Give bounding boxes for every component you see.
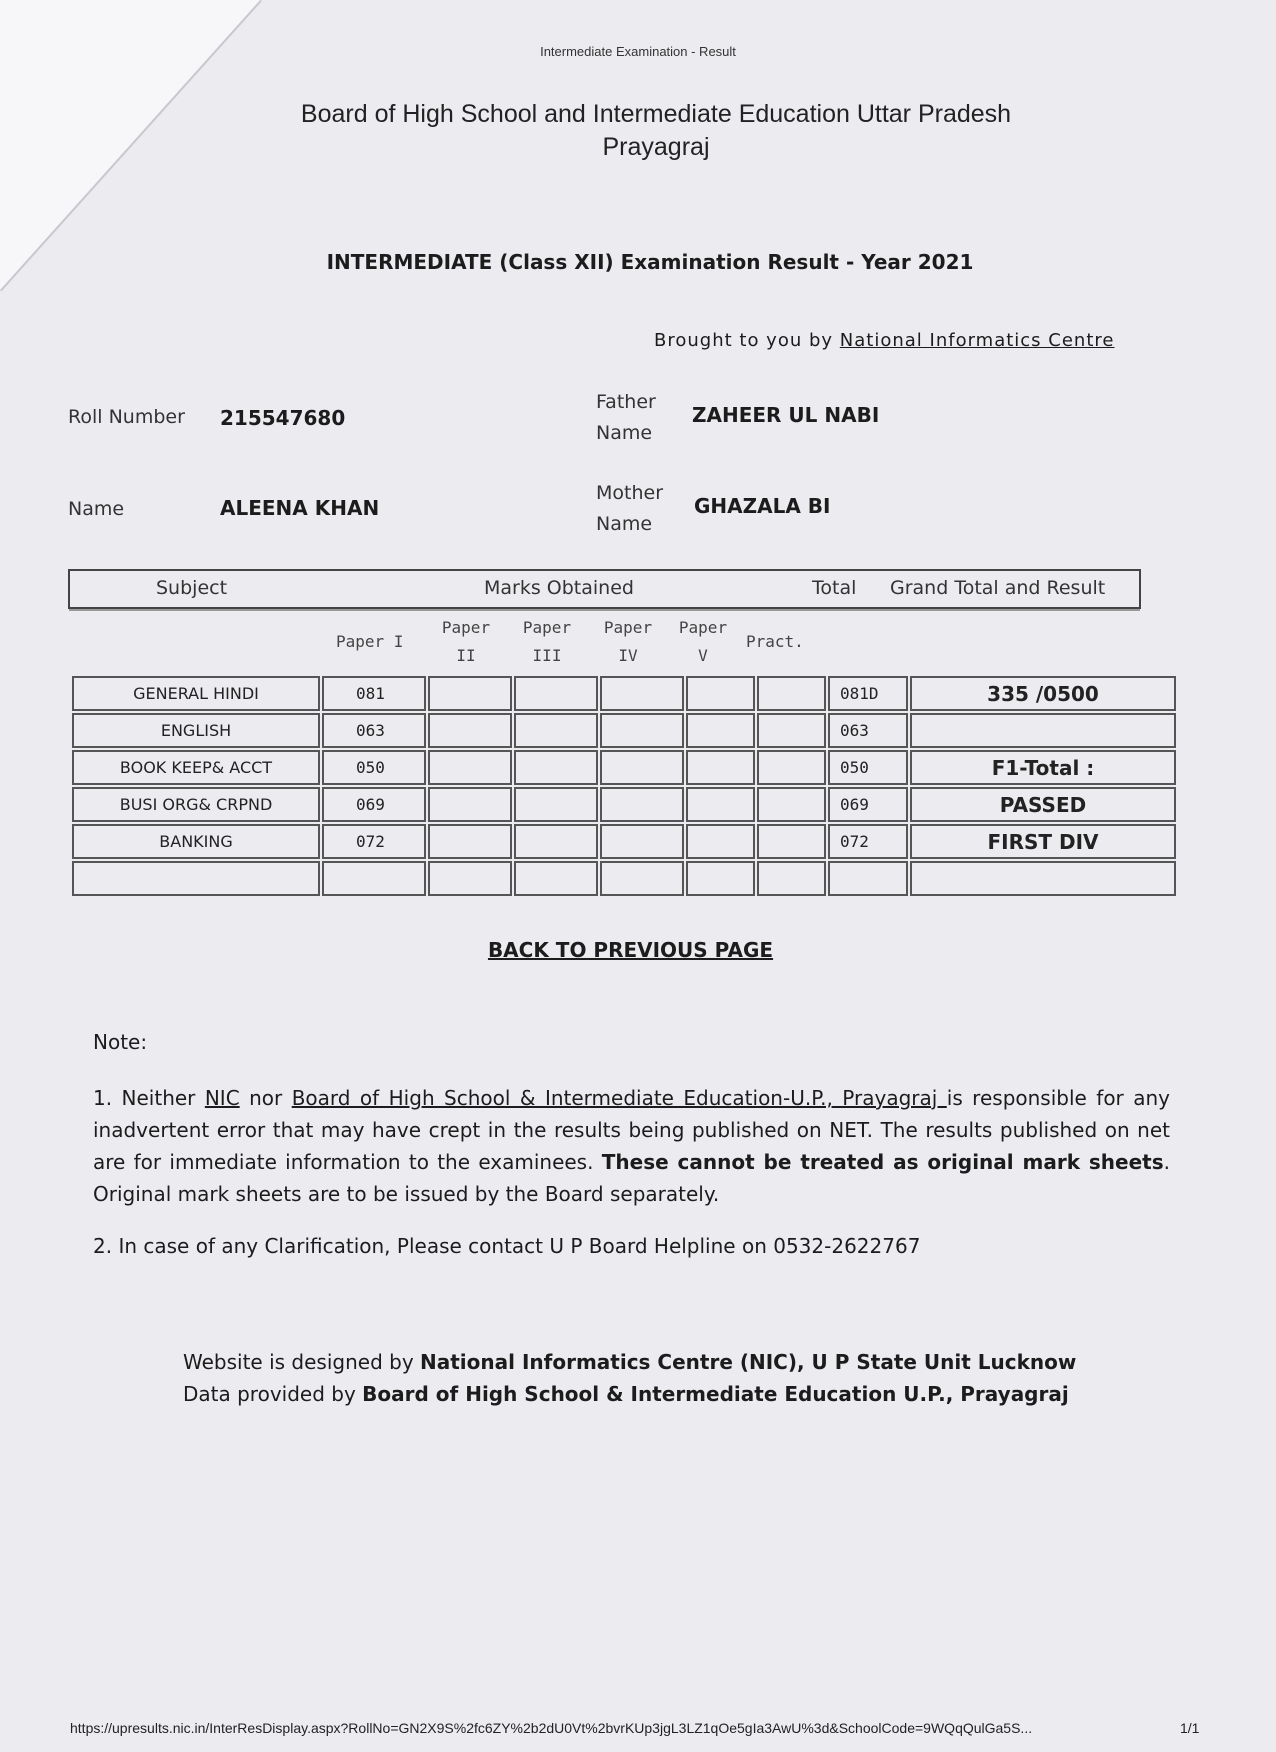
paper4-cell — [600, 787, 684, 822]
practical-cell — [757, 861, 826, 896]
name-label: Name — [68, 498, 125, 520]
paper5-cell — [686, 861, 755, 896]
paper4-cell — [600, 676, 684, 711]
note-1 — [93, 1082, 1170, 1210]
table-row — [72, 787, 1176, 822]
grand-total-cell: F1-Total : — [910, 750, 1176, 785]
practical-cell — [757, 824, 826, 859]
paper2-header — [440, 614, 492, 670]
nic-link[interactable]: National Informatics Centre — [839, 330, 1115, 351]
roll-number-value: 215547680 — [220, 406, 346, 430]
father-name-label — [596, 387, 656, 449]
marks-obtained-header: Marks Obtained — [484, 577, 634, 599]
practical-cell — [757, 787, 826, 822]
paper2-header-b: II — [456, 646, 476, 665]
paper5-cell — [686, 824, 755, 859]
paper2-cell — [428, 750, 512, 785]
paper4-cell — [600, 861, 684, 896]
paper3-header — [521, 614, 573, 670]
grand-total-header: Grand Total and Result — [890, 577, 1106, 599]
paper3-cell — [514, 861, 598, 896]
paper2-cell — [428, 824, 512, 859]
paper1-cell: 072 — [322, 824, 426, 859]
paper5-cell — [686, 750, 755, 785]
print-header: Intermediate Examination - Result — [540, 44, 736, 59]
paper3-header-a: Paper — [522, 618, 572, 637]
total-header: Total — [812, 577, 857, 599]
note-heading: Note: — [93, 1030, 148, 1054]
footer-data-provided — [183, 1382, 1069, 1406]
practical-cell — [757, 750, 826, 785]
brought-by-text: Brought to you by — [654, 330, 840, 351]
note-2: 2. In case of any Clarification, Please contact U P Board Helpline on 0532-2622767 — [93, 1234, 921, 1258]
marks-table — [70, 674, 1178, 898]
paper3-cell — [514, 750, 598, 785]
paper4-cell — [600, 750, 684, 785]
note1-text-a: 1. Neither — [93, 1086, 205, 1110]
subject-cell: BOOK KEEP& ACCT — [72, 750, 320, 785]
footer-line1-text: Website is designed by — [183, 1350, 421, 1374]
mother-name-label — [596, 478, 663, 540]
note1-bold: These cannot be treated as original mark sheets — [601, 1150, 1164, 1174]
paper1-header: Paper I — [336, 632, 404, 651]
page-number: 1/1 — [1180, 1720, 1200, 1736]
back-to-previous-link[interactable]: BACK TO PREVIOUS PAGE — [487, 938, 774, 962]
paper3-cell — [514, 713, 598, 748]
grand-total-cell: 335 /0500 — [910, 676, 1176, 711]
total-cell: 069 — [828, 787, 908, 822]
paper3-cell — [514, 676, 598, 711]
paper2-header-a: Paper — [441, 618, 491, 637]
board-note-link[interactable]: Board of High School & Intermediate Education-U.P., Prayagraj — [291, 1086, 947, 1110]
paper3-header-b: III — [532, 646, 562, 665]
subject-cell — [72, 861, 320, 896]
paper4-header — [602, 614, 654, 670]
mother-label-line1: Mother — [596, 482, 664, 504]
subject-cell: BUSI ORG& CRPND — [72, 787, 320, 822]
subject-cell: BANKING — [72, 824, 320, 859]
paper4-cell — [600, 713, 684, 748]
paper5-header-b: V — [698, 646, 708, 665]
table-row — [72, 676, 1176, 711]
note1-text-d: . Original mark sheets are to be issued by the Board separately. — [93, 1150, 1170, 1206]
print-url: https://upresults.nic.in/InterResDisplay.aspx?RollNo=GN2X9S%2fc6ZY%2b2dU0Vt%2bvrKUp3jgL3LZ1qOe5gIa3AwU%3d&SchoolCode=9WQqQulGa5S... — [70, 1720, 1033, 1736]
mother-label-line2: Name — [596, 513, 653, 535]
board-title — [0, 98, 1276, 164]
table-row — [72, 861, 1176, 896]
paper5-cell — [686, 713, 755, 748]
paper1-cell: 063 — [322, 713, 426, 748]
paper3-cell — [514, 824, 598, 859]
paper1-cell — [322, 861, 426, 896]
footer-line2-text: Data provided by — [183, 1382, 363, 1406]
paper3-cell — [514, 787, 598, 822]
paper5-cell — [686, 676, 755, 711]
practical-header: Pract. — [746, 632, 804, 651]
board-title-line2: Prayagraj — [602, 133, 710, 161]
paper4-cell — [600, 824, 684, 859]
subject-header: Subject — [156, 577, 228, 599]
father-name-value: ZAHEER UL NABI — [692, 403, 880, 427]
footer-designed-by — [183, 1350, 1076, 1374]
subject-cell: ENGLISH — [72, 713, 320, 748]
total-cell — [828, 861, 908, 896]
paper4-header-a: Paper — [603, 618, 653, 637]
footer-line2-bold: Board of High School & Intermediate Education U.P., Prayagraj — [362, 1382, 1069, 1406]
total-cell: 081D — [828, 676, 908, 711]
grand-total-cell: FIRST DIV — [910, 824, 1176, 859]
paper2-cell — [428, 787, 512, 822]
grand-total-cell: PASSED — [910, 787, 1176, 822]
paper4-header-b: IV — [618, 646, 638, 665]
exam-title: INTERMEDIATE (Class XII) Examination Result - Year 2021 — [326, 250, 974, 274]
paper1-cell: 069 — [322, 787, 426, 822]
paper1-cell: 081 — [322, 676, 426, 711]
marks-table-body — [72, 676, 1176, 896]
table-row — [72, 713, 1176, 748]
father-label-line2: Name — [596, 422, 653, 444]
table-row — [72, 824, 1176, 859]
paper5-header-a: Paper — [678, 618, 728, 637]
paper5-cell — [686, 787, 755, 822]
total-cell: 050 — [828, 750, 908, 785]
grand-total-cell — [910, 713, 1176, 748]
father-label-line1: Father — [596, 391, 656, 413]
grand-total-cell — [910, 861, 1176, 896]
total-cell: 072 — [828, 824, 908, 859]
paper2-cell — [428, 713, 512, 748]
note1-text-b: nor — [239, 1086, 292, 1110]
subject-cell: GENERAL HINDI — [72, 676, 320, 711]
brought-by — [654, 330, 1114, 351]
paper2-cell — [428, 676, 512, 711]
mother-name-value: GHAZALA BI — [694, 494, 831, 518]
table-header-bar — [68, 569, 1141, 609]
roll-number-label: Roll Number — [68, 406, 185, 428]
name-value: ALEENA KHAN — [220, 496, 380, 520]
paper1-cell: 050 — [322, 750, 426, 785]
nic-note-link[interactable]: NIC — [204, 1086, 240, 1110]
practical-cell — [757, 713, 826, 748]
board-title-line1: Board of High School and Intermediate Education Uttar Pradesh — [300, 100, 1012, 128]
footer-line1-bold: National Informatics Centre (NIC), U P State Unit Lucknow — [420, 1350, 1077, 1374]
practical-cell — [757, 676, 826, 711]
paper5-header — [677, 614, 729, 670]
note1-text-c: is responsible for any inadvertent error that may have crept in the results being published on NET. The results published on net are for immediate information to the examinees. — [93, 1086, 1170, 1174]
table-row — [72, 750, 1176, 785]
paper2-cell — [428, 861, 512, 896]
total-cell: 063 — [828, 713, 908, 748]
